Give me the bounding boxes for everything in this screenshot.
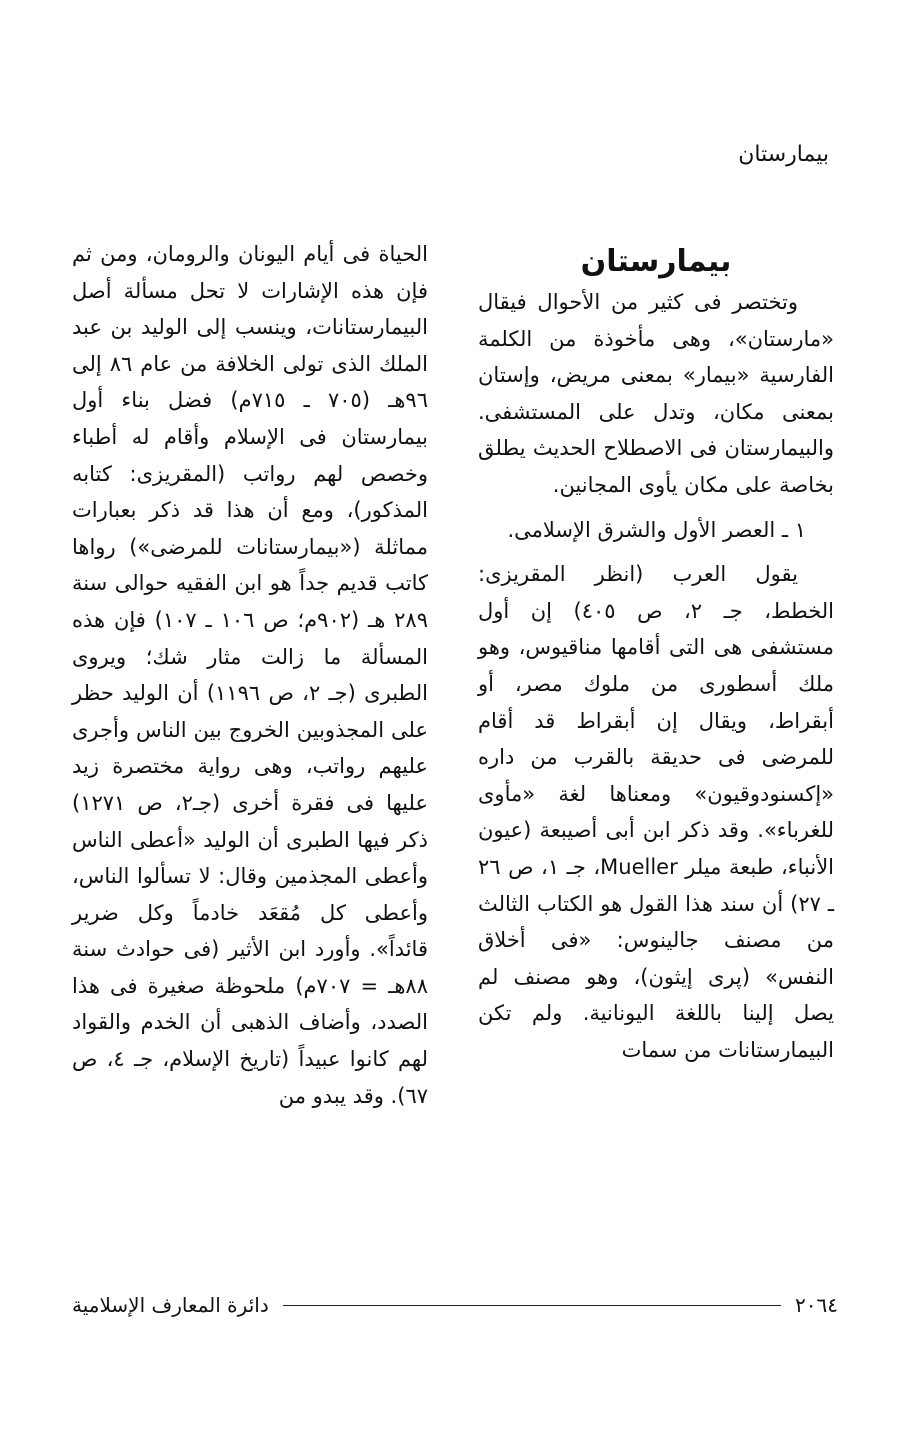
- section-heading: ١ ـ العصر الأول والشرق الإسلامى.: [507, 517, 806, 542]
- paragraph-intro: وتختصر فى كثير من الأحوال فيقال «مارستان»، وهى مأخوذة من الكلمة الفارسية «بيمار» بمعنى مريض، وإستان بمعنى مكان، وتدل على المستشفى. والبيمارستان فى الاصطلاح الحديث يطلق بخاصة على مكان يأوى المجانين.: [478, 290, 834, 497]
- right-column: [478, 240, 834, 1068]
- running-header: بيمارستان: [738, 142, 829, 167]
- footer-rule: [283, 1305, 781, 1306]
- paragraph-history: يقول العرب (انظر المقريزى: الخطط، جـ ٢، ص ٤٠٥) إن أول مستشفى هى التى أقامها مناقيوس، وهو ملك أسطورى من ملوك مصر، أو أبقراط، ويقال إن أبقراط قد أقام للمرضى فى حديقة بالقرب من داره «إكسنودوقيون» ومعناها لغة «مأوى للغرباء». وقد ذكر ابن أبى أصيبعة (عيون الأنباء، طبعة ميلر Mueller، جـ ١، ص ٢٦ ـ ٢٧) أن سند هذا القول هو الكتاب الثالث من مصنف جالينوس: «فى أخلاق النفس» (پرى إيثون)، وهو مصنف لم يصل إلينا باللغة اليونانية. ولم تكن البيمارستانات من سمات: [478, 562, 835, 1062]
- publication-title: دائرة المعارف الإسلامية: [72, 1293, 269, 1317]
- left-column: [72, 236, 428, 1114]
- page-number: ٢٠٦٤: [795, 1293, 838, 1317]
- article-title: بيمارستان: [580, 244, 732, 279]
- page-footer: [72, 1290, 838, 1320]
- paragraph-continued: الحياة فى أيام اليونان والرومان، ومن ثم فإن هذه الإشارات لا تحل مسألة أصل البيمارستانات، وينسب إلى الوليد بن عبد الملك الذى تولى الخلافة من عام ٨٦ إلى ٩٦هـ (٧٠٥ ـ ٧١٥م) فضل بناء أول بيمارستان فى الإسلام وأقام له أطباء وخصص لهم رواتب (المقريزى: كتابه المذكور)، ومع أن هذا قد ذكر بعبارات مماثلة («بيمارستانات للمرضى») رواها كاتب قديم جداً هو ابن الفقيه حوالى سنة ٢٨٩ هـ (٩٠٢م؛ ص ١٠٦ ـ ١٠٧) فإن هذه المسألة ما زالت مثار شك؛ ويروى الطبرى (جـ ٢، ص ١١٩٦) أن الوليد حظر على المجذوبين الخروج بين الناس وأجرى عليهم رواتب، وهى رواية مختصرة زيد عليها فى فقرة أخرى (جـ٢، ص ١٢٧١) ذكر فيها الطبرى أن الوليد «أعطى الناس وأعطى المجذمين وقال: لا تسألوا الناس، وأعطى كل مُقعَد خادماً وكل ضرير قائداً». وأورد ابن الأثير (فى حوادث سنة ٨٨هـ = ٧٠٧م) ملحوظة صغيرة فى هذا الصدد، وأضاف الذهبى أن الخدم والقواد لهم كانوا عبيداً (تاريخ الإسلام، جـ ٤، ص ٦٧). وقد يبدو من: [72, 242, 429, 1108]
